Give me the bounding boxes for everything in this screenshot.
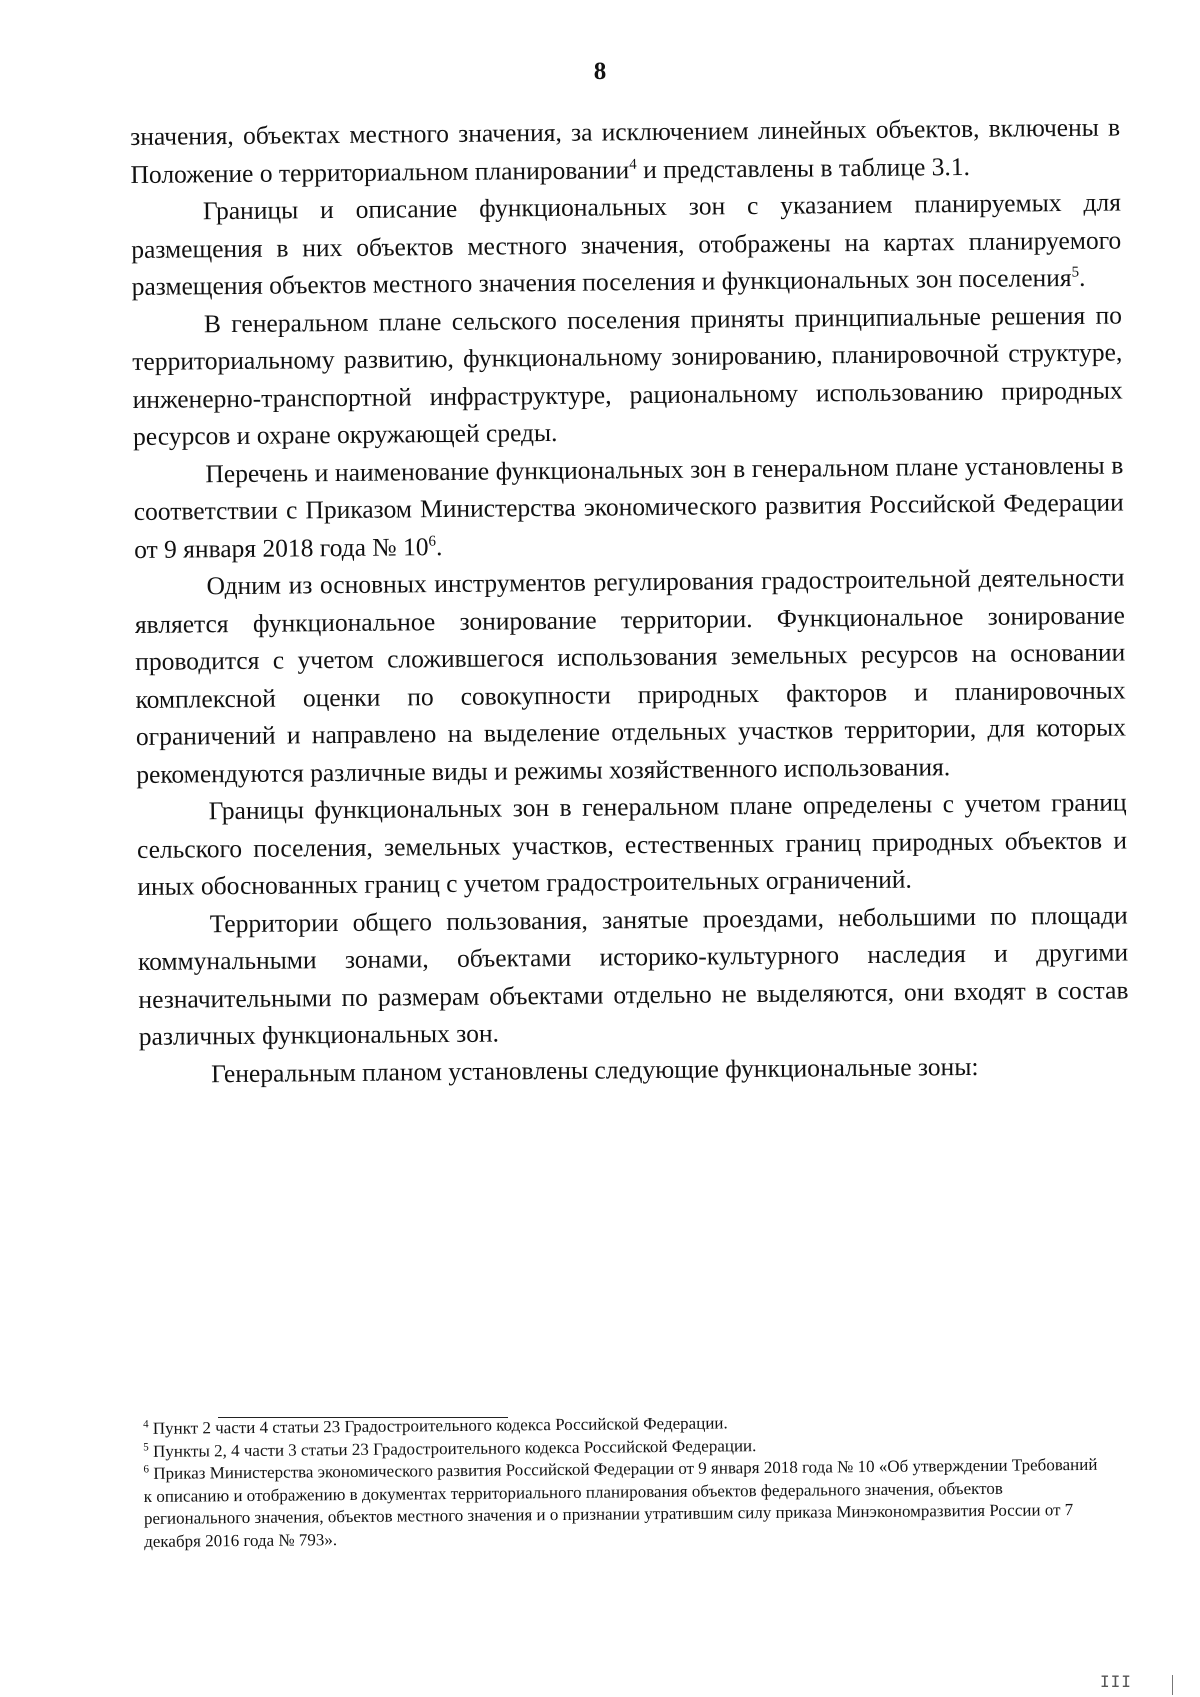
paragraph xyxy=(132,296,1123,455)
paragraph-text: Территории общего пользования, занятые проездами, небольшими по площади коммунальными зонами, объектами историко-культурного наследия и другими незначительными по размерам объектами отдельно не выделяются, они входят в состав различных функциональных зон. xyxy=(137,899,1129,1051)
footnote-text: Пункты 2, 4 части 3 статьи 23 Градостроительного кодекса Российской Федерации. xyxy=(148,1435,757,1461)
paragraph-text: Генеральным планом установлены следующие функциональные зоны: xyxy=(211,1051,979,1088)
scan-tick xyxy=(1172,1675,1173,1695)
paragraph xyxy=(131,183,1122,305)
paragraph-text: Одним из основных инструментов регулирования градостроительной деятельности является функциональное зонирование территории. Функциональное зонирование проводится с учетом сложившегося использования земельных ресурсов на основании комплексной оценки по совокупности природных факторов и планировочных ограничений и направлено на выделение отдельных участков территории, для которых рекомендуются различные виды и режимы хозяйственного использования. xyxy=(134,562,1127,789)
paragraph-text: Границы и описание функциональных зон с указанием планируемых для размещения в них объектов местного значения, отображены на картах планируемого размещения объектов местного значения поселения и функциональных зон поселения xyxy=(131,187,1122,301)
footnote-reference: 5 xyxy=(1071,264,1080,281)
paragraph-text: значения, объектах местного значения, за исключением линейных объектов, включены в Положение о территориальном планировании xyxy=(130,112,1121,189)
body-text xyxy=(130,108,1129,1092)
paragraph xyxy=(130,108,1121,192)
paragraph-text: и представлены в таблице 3.1. xyxy=(636,151,971,184)
footnote-mark: 6 xyxy=(143,1463,150,1476)
footnote-reference: 4 xyxy=(629,156,637,173)
paragraph-text: . xyxy=(1078,262,1086,292)
scan-marks: ІІІ xyxy=(1100,1672,1132,1691)
footnote-mark: 5 xyxy=(143,1440,149,1453)
footnote-reference: 6 xyxy=(428,533,437,550)
footnote-text: Приказ Министерства экономического развития Российской Федерации от 9 января 2018 года № 10 «Об утверждении Требований к описанию и отображению в документах территориального планирования объектов федерального значения, объектов регионального значения, объектов местного значения и о признании утратившим силу приказа Минэкономразвития России от 7 декабря 2016 года № 793». xyxy=(143,1454,1098,1551)
paragraph-text: В генеральном плане сельского поселения приняты принципиальные решения по территориальному развитию, функциональному зонированию, планировочной структуре, инженерно-транспортной инфраструктуре, рациональному использованию природных ресурсов и охране окружающей среды. xyxy=(132,299,1123,451)
paragraph xyxy=(136,783,1127,905)
footnote-mark: 4 xyxy=(143,1418,149,1431)
footnote-text: Пункт 2 части 4 статьи 23 Градостроительного кодекса Российской Федерации. xyxy=(148,1413,728,1438)
footnotes xyxy=(143,1409,1104,1553)
footnote xyxy=(143,1454,1104,1553)
paragraph xyxy=(138,896,1129,1055)
paragraph-text: Границы функциональных зон в генеральном плане определены с учетом границ сельского поселения, земельных участков, естественных границ природных объектов и иных обоснованных границ с учетом градостроительных ограничений. xyxy=(136,787,1128,901)
paragraph xyxy=(133,446,1124,568)
page-number: 8 xyxy=(593,58,607,85)
paragraph xyxy=(134,558,1126,792)
paragraph-text: . xyxy=(435,531,443,561)
paragraph-text: Перечень и наименование функциональных зон в генеральном плане установлены в соответствии с Приказом Министерства экономического развития Российской Федерации от 9 января 2018 года № 10 xyxy=(133,449,1124,564)
